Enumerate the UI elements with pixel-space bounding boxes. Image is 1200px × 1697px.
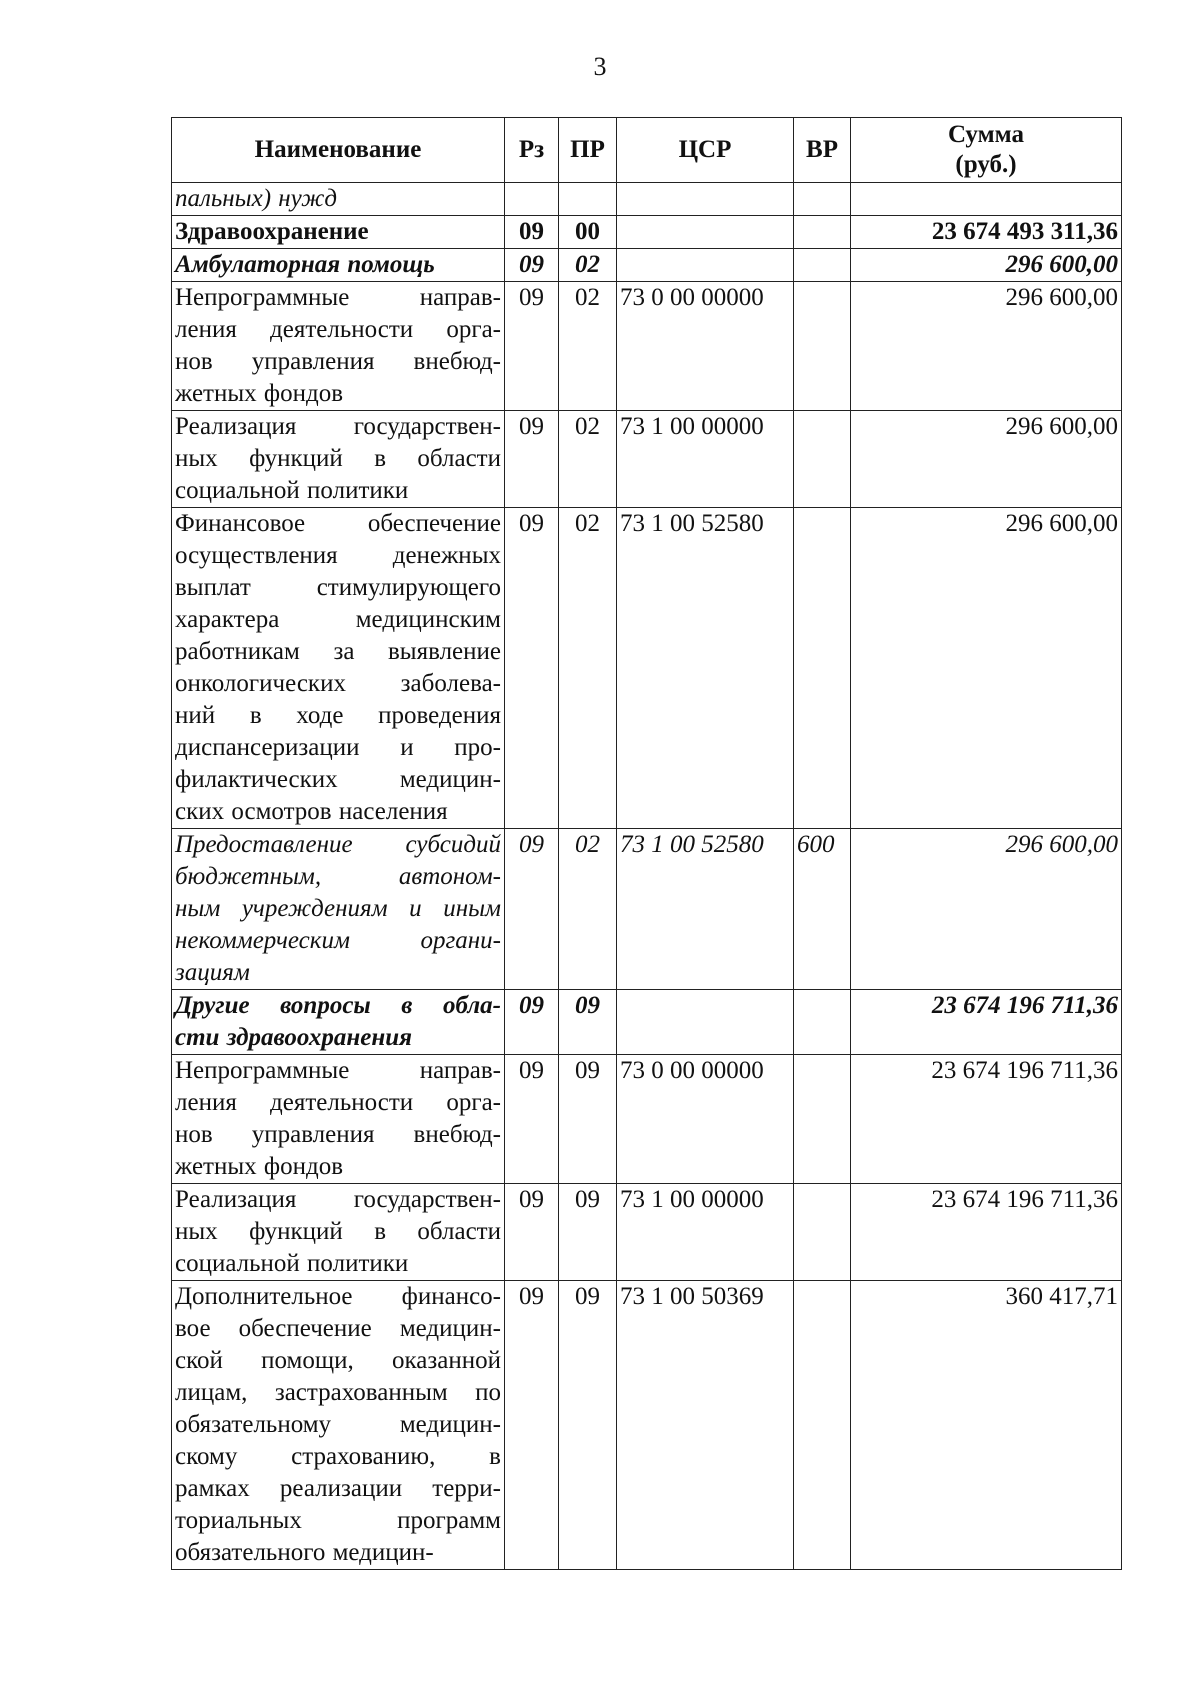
- cell-csr: 73 0 00 00000: [617, 282, 794, 411]
- table-body: [172, 183, 1122, 1570]
- header-vr: ВР: [794, 118, 851, 183]
- header-name: Наименование: [172, 118, 505, 183]
- cell-name-line: филактических медицин-: [175, 766, 501, 793]
- cell-name-line: обязательного медицин-: [175, 1539, 434, 1566]
- cell-vr: [794, 508, 851, 829]
- cell-name-line: рамках реализации терри-: [175, 1475, 501, 1502]
- cell-sum: 296 600,00: [851, 508, 1122, 829]
- cell-pr: [559, 183, 617, 216]
- cell-name-line: ской помощи, оказанной: [175, 1347, 501, 1374]
- cell-name-line: Амбулаторная помощь: [175, 251, 435, 278]
- cell-pr: 02: [559, 508, 617, 829]
- cell-csr: 73 1 00 52580: [617, 829, 794, 990]
- cell-sum: 23 674 196 711,36: [851, 1184, 1122, 1281]
- cell-name: [172, 1184, 505, 1281]
- cell-name-line: ления деятельности орга-: [175, 1089, 501, 1116]
- budget-table: [171, 117, 1122, 1570]
- cell-name-line: бюджетным, автоном-: [175, 863, 501, 890]
- cell-rz: 09: [505, 1055, 559, 1184]
- table-row: [172, 183, 1122, 216]
- table-header-row: [172, 118, 1122, 183]
- cell-name-line: онкологических заболева-: [175, 670, 501, 697]
- cell-name-line: Непрограммные направ-: [175, 284, 501, 311]
- header-sum: [851, 118, 1122, 183]
- cell-csr: 73 1 00 00000: [617, 1184, 794, 1281]
- cell-name-line: выплат стимулирующего: [175, 574, 501, 601]
- cell-name-line: обязательному медицин-: [175, 1411, 501, 1438]
- cell-name-line: ториальных программ: [175, 1507, 501, 1534]
- cell-sum: 360 417,71: [851, 1281, 1122, 1570]
- cell-name-line: пальных) нужд: [175, 185, 338, 212]
- cell-name-line: сти здравоохранения: [175, 1024, 412, 1051]
- header-pr: ПР: [559, 118, 617, 183]
- cell-name-line: осуществления денежных: [175, 542, 501, 569]
- cell-name-line: Здравоохранение: [175, 218, 369, 245]
- cell-name-line: некоммерческим органи-: [175, 927, 501, 954]
- cell-name: [172, 1281, 505, 1570]
- cell-rz: 09: [505, 508, 559, 829]
- table-row: [172, 1055, 1122, 1184]
- cell-vr: [794, 183, 851, 216]
- cell-name-line: социальной политики: [175, 1250, 409, 1277]
- cell-sum: 23 674 196 711,36: [851, 990, 1122, 1055]
- table-row: [172, 990, 1122, 1055]
- cell-name-line: Предоставление субсидий: [175, 831, 501, 858]
- cell-sum: 296 600,00: [851, 829, 1122, 990]
- cell-csr: 73 1 00 50369: [617, 1281, 794, 1570]
- cell-sum: 296 600,00: [851, 411, 1122, 508]
- cell-vr: 600: [794, 829, 851, 990]
- cell-name-line: нов управления внебюд-: [175, 1121, 501, 1148]
- cell-name-line: работникам за выявление: [175, 638, 501, 665]
- cell-csr: 73 1 00 52580: [617, 508, 794, 829]
- cell-name-line: Другие вопросы в обла-: [175, 992, 501, 1019]
- cell-name-line: ний в ходе проведения: [175, 702, 501, 729]
- cell-vr: [794, 216, 851, 249]
- cell-name: [172, 508, 505, 829]
- cell-rz: 09: [505, 990, 559, 1055]
- table-row: [172, 282, 1122, 411]
- cell-name: [172, 990, 505, 1055]
- cell-rz: 09: [505, 249, 559, 282]
- header-csr: ЦСР: [617, 118, 794, 183]
- cell-name-line: Реализация государствен-: [175, 413, 501, 440]
- cell-name-line: Непрограммные направ-: [175, 1057, 501, 1084]
- cell-name-line: лицам, застрахованным по: [175, 1379, 501, 1406]
- cell-name: [172, 249, 505, 282]
- cell-name-line: социальной политики: [175, 477, 409, 504]
- table-row: [172, 1184, 1122, 1281]
- cell-pr: 09: [559, 1281, 617, 1570]
- page-number: 3: [593, 52, 607, 81]
- cell-name: [172, 183, 505, 216]
- cell-vr: [794, 1055, 851, 1184]
- cell-name: [172, 282, 505, 411]
- cell-csr: [617, 183, 794, 216]
- cell-name-line: ских осмотров населения: [175, 798, 448, 825]
- cell-vr: [794, 990, 851, 1055]
- cell-pr: 09: [559, 990, 617, 1055]
- table-row: [172, 1281, 1122, 1570]
- cell-rz: 09: [505, 216, 559, 249]
- cell-name: [172, 216, 505, 249]
- cell-name-line: ных функций в области: [175, 1218, 501, 1245]
- cell-name-line: жетных фондов: [175, 1153, 343, 1180]
- header-rz: Рз: [505, 118, 559, 183]
- cell-name-line: ных функций в области: [175, 445, 501, 472]
- cell-csr: [617, 216, 794, 249]
- cell-rz: 09: [505, 282, 559, 411]
- cell-rz: 09: [505, 829, 559, 990]
- cell-csr: [617, 249, 794, 282]
- table-row: [172, 249, 1122, 282]
- cell-pr: 00: [559, 216, 617, 249]
- table-row: [172, 216, 1122, 249]
- cell-vr: [794, 1184, 851, 1281]
- cell-name-line: ным учреждениям и иным: [175, 895, 501, 922]
- cell-rz: 09: [505, 411, 559, 508]
- cell-pr: 02: [559, 411, 617, 508]
- cell-sum: [851, 183, 1122, 216]
- cell-name-line: характера медицинским: [175, 606, 501, 633]
- table-row: [172, 829, 1122, 990]
- cell-name-line: Дополнительное финансо-: [175, 1283, 501, 1310]
- table-row: [172, 411, 1122, 508]
- cell-name-line: Финансовое обеспечение: [175, 510, 501, 537]
- cell-name-line: ления деятельности орга-: [175, 316, 501, 343]
- cell-name-line: вое обеспечение медицин-: [175, 1315, 501, 1342]
- cell-vr: [794, 249, 851, 282]
- cell-sum: 23 674 493 311,36: [851, 216, 1122, 249]
- cell-pr: 09: [559, 1184, 617, 1281]
- cell-csr: [617, 990, 794, 1055]
- cell-sum: 296 600,00: [851, 249, 1122, 282]
- cell-pr: 09: [559, 1055, 617, 1184]
- cell-name: [172, 829, 505, 990]
- cell-vr: [794, 282, 851, 411]
- cell-rz: 09: [505, 1184, 559, 1281]
- cell-name-line: скому страхованию, в: [175, 1443, 501, 1470]
- cell-rz: 09: [505, 1281, 559, 1570]
- header-sum-line1: Сумма: [948, 121, 1024, 148]
- cell-sum: 23 674 196 711,36: [851, 1055, 1122, 1184]
- cell-pr: 02: [559, 249, 617, 282]
- cell-pr: 02: [559, 282, 617, 411]
- cell-name-line: зациям: [175, 959, 250, 986]
- cell-sum: 296 600,00: [851, 282, 1122, 411]
- cell-name: [172, 411, 505, 508]
- cell-name: [172, 1055, 505, 1184]
- header-sum-line2: (руб.): [955, 151, 1017, 178]
- cell-name-line: диспансеризации и про-: [175, 734, 501, 761]
- cell-name-line: жетных фондов: [175, 380, 343, 407]
- cell-csr: 73 1 00 00000: [617, 411, 794, 508]
- cell-vr: [794, 411, 851, 508]
- cell-name-line: Реализация государствен-: [175, 1186, 501, 1213]
- cell-pr: 02: [559, 829, 617, 990]
- cell-vr: [794, 1281, 851, 1570]
- table-row: [172, 508, 1122, 829]
- cell-csr: 73 0 00 00000: [617, 1055, 794, 1184]
- cell-rz: [505, 183, 559, 216]
- cell-name-line: нов управления внебюд-: [175, 348, 501, 375]
